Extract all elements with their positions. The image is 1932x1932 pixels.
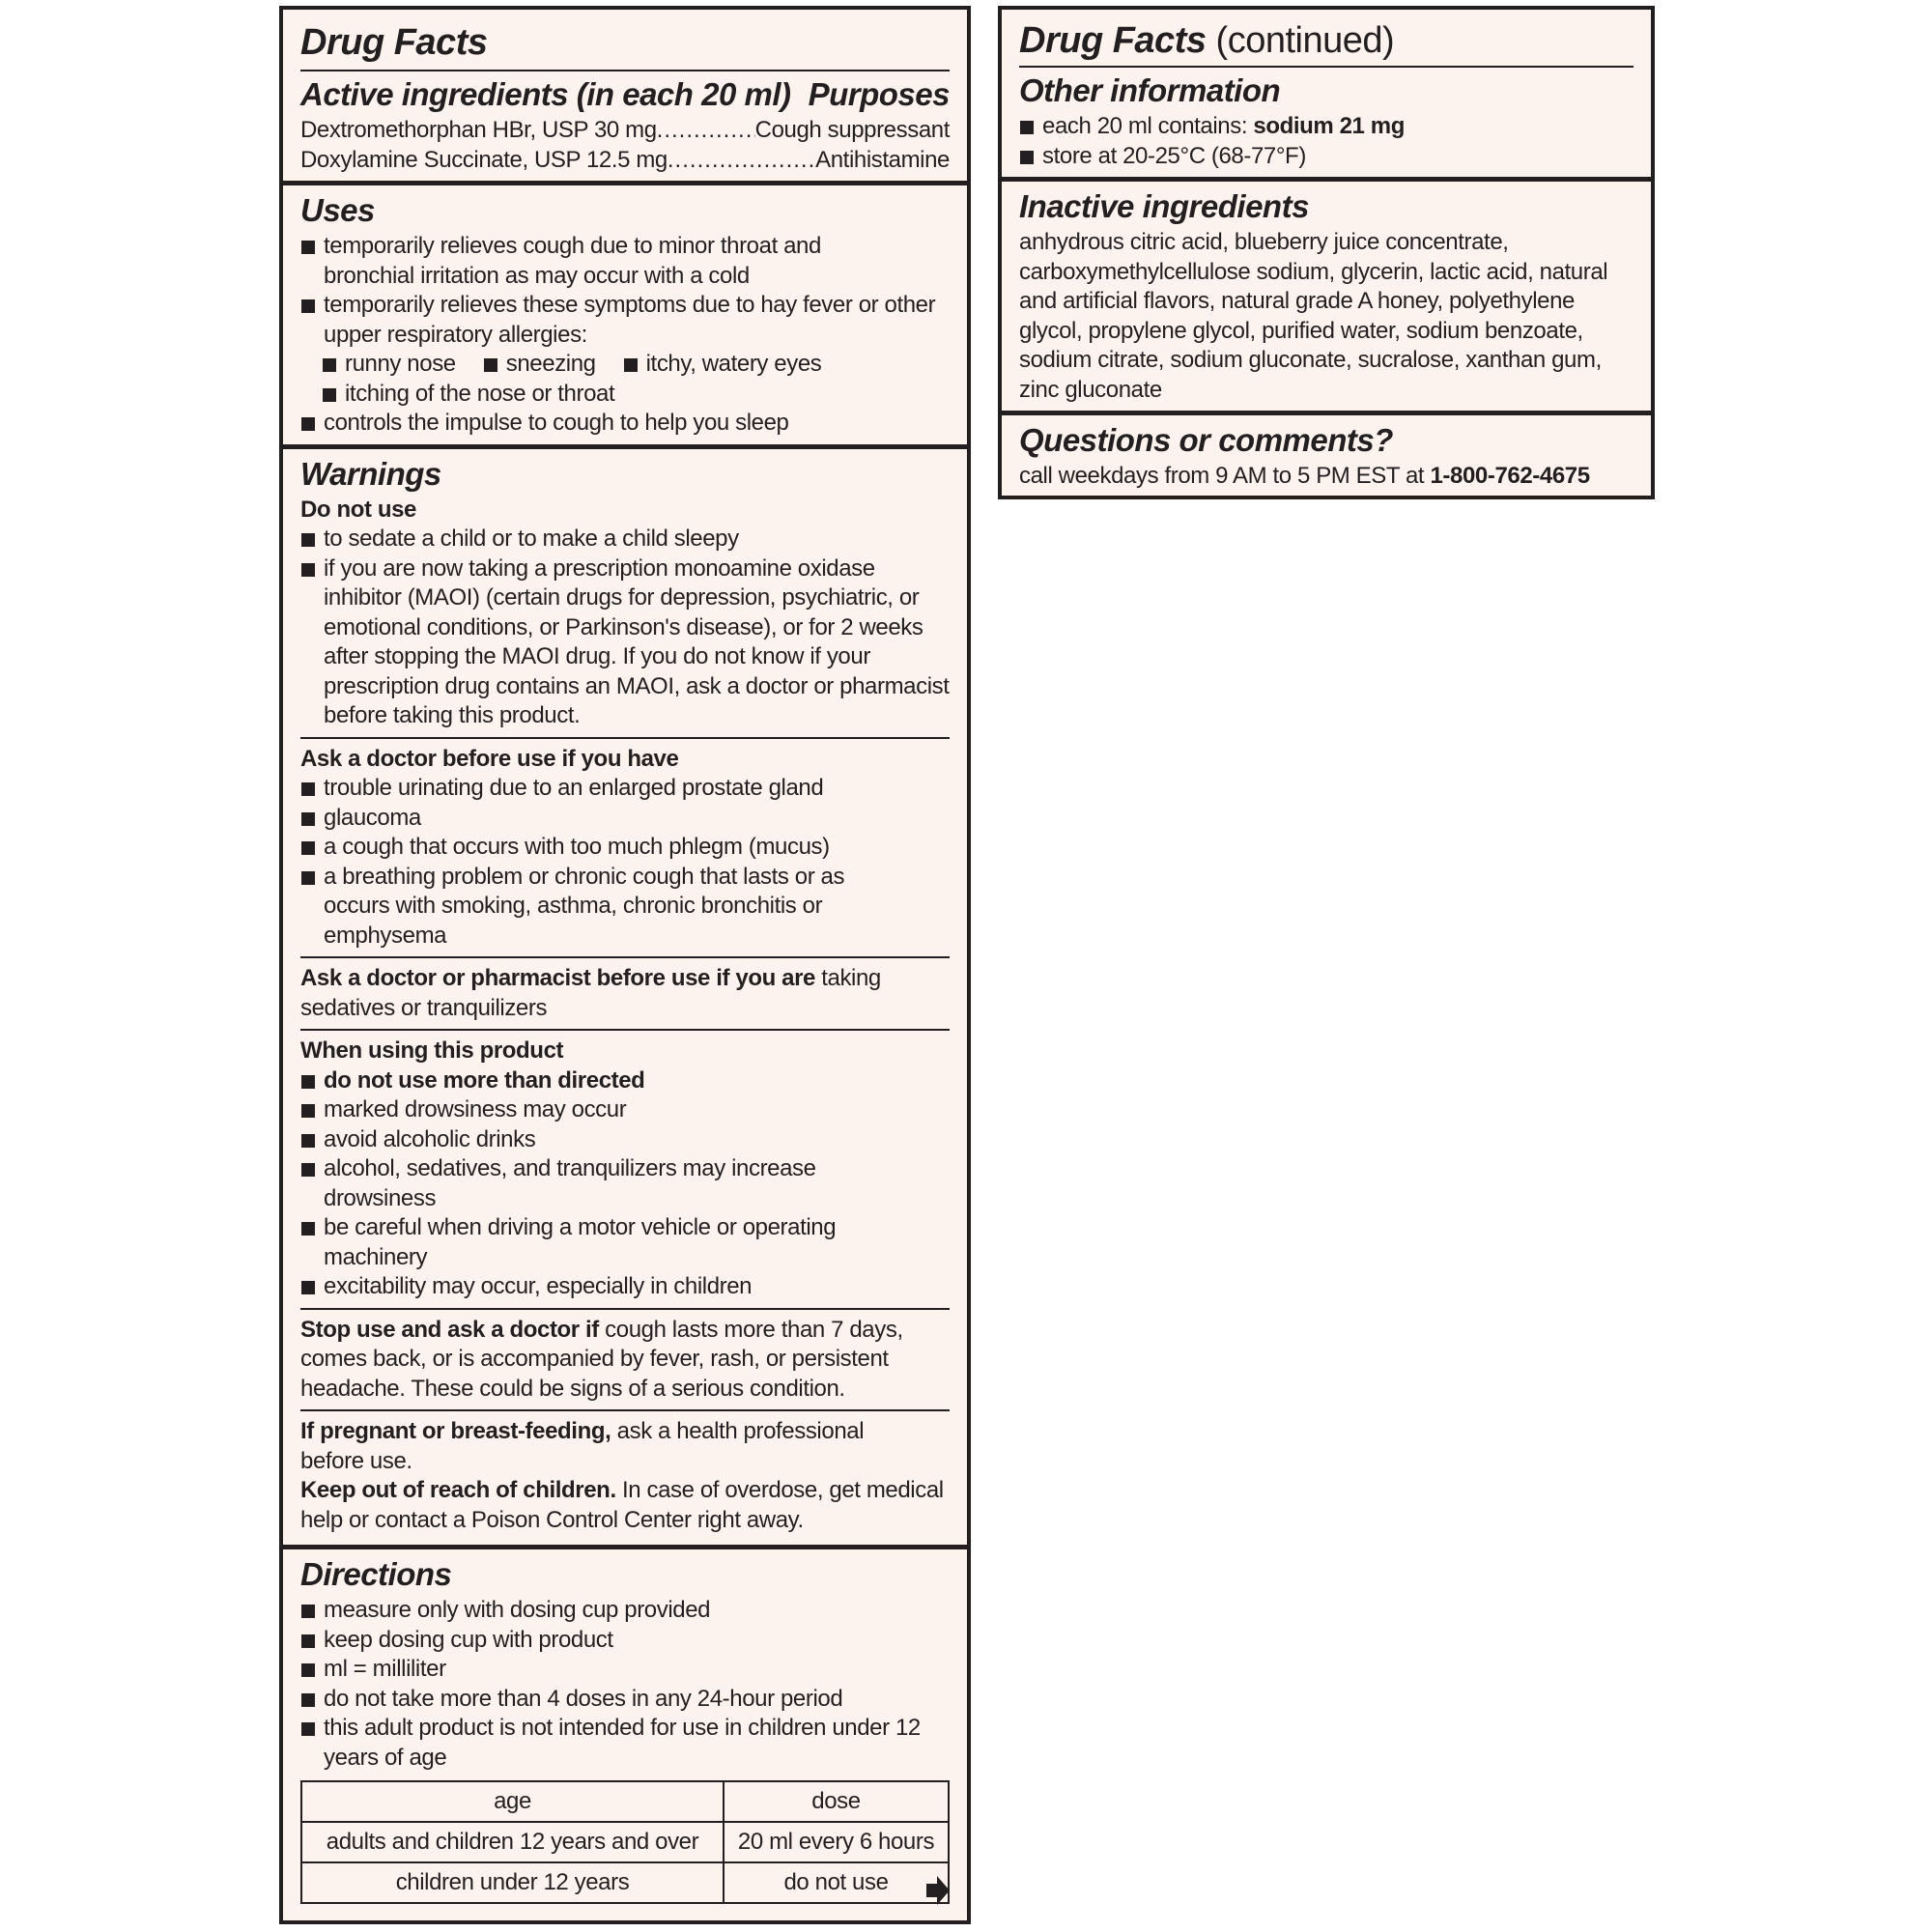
other-information-heading: Other information [1019, 72, 1281, 108]
list-item: keep dosing cup with product [300, 1626, 950, 1656]
do-not-use-block [300, 496, 950, 737]
stop-use-block [300, 1308, 950, 1410]
list-item: be careful when driving a motor vehicle or operating machinery [300, 1213, 913, 1272]
ask-pharmacist-label: Ask a doctor or pharmacist before use if you are [300, 965, 815, 991]
symptom-list [300, 350, 950, 380]
ingredient-row [300, 116, 950, 146]
keep-out-label: Keep out of reach of children. [300, 1477, 616, 1503]
list-item: controls the impulse to cough to help you sleep [300, 409, 950, 439]
ingredient-purpose: Cough suppressant [754, 117, 950, 143]
list-item: do not use more than directed [300, 1066, 950, 1096]
table-cell: 20 ml every 6 hours [724, 1822, 949, 1862]
phone-number: 1-800-762-4675 [1430, 463, 1590, 489]
list-item: measure only with dosing cup provided [300, 1596, 950, 1626]
do-not-use-label: Do not use [300, 496, 416, 523]
list-item: alcohol, sedatives, and tranquilizers may increase drowsiness [300, 1154, 903, 1213]
list-item: excitability may occur, especially in children [300, 1272, 950, 1302]
sodium-amount: sodium 21 mg [1253, 113, 1405, 139]
list-item: temporarily relieves these symptoms due to hay fever or other upper respiratory allergies: [300, 291, 942, 350]
ingredient-row [300, 146, 950, 176]
uses-heading: Uses [300, 192, 375, 228]
inactive-ingredients-text: anhydrous citric acid, blueberry juice concentrate, carboxymethylcellulose sodium, glycerin, lactic acid, natural and artificial flavors, natural grade A honey, polyethylene glycol, propylene glycol, purified water, sodium benzoate, sodium citrate, sodium gluconate, sucralose, xanthan gum, zinc gluconate [1019, 229, 1608, 403]
stop-use-text: cough lasts more than 7 days, comes back, or is accompanied by fever, rash, or persistent headache. These could be signs of a serious condition. [300, 1316, 903, 1402]
right-arrow-icon [926, 1876, 950, 1905]
list-item: store at 20-25°C (68-77°F) [1019, 142, 1634, 172]
drug-facts-continued-title: Drug Facts [1019, 20, 1207, 61]
drug-facts-continued-panel [998, 6, 1655, 499]
dosage-table [300, 1780, 950, 1904]
list-item: do not take more than 4 doses in any 24-hour period [300, 1685, 950, 1715]
stop-use-label: Stop use and ask a doctor if [300, 1316, 599, 1343]
list-item: itchy, watery eyes [623, 350, 822, 380]
table-header-row [301, 1781, 949, 1822]
questions-heading: Questions or comments? [1019, 422, 1393, 458]
list-item: ml = milliliter [300, 1655, 950, 1685]
ask-doctor-block [300, 737, 950, 957]
directions-heading: Directions [300, 1556, 452, 1592]
inactive-ingredients-heading: Inactive ingredients [1019, 188, 1309, 224]
warnings-section [283, 444, 967, 1546]
active-ingredients-section [283, 10, 967, 181]
table-cell: children under 12 years [301, 1862, 724, 1903]
list-item: sneezing [483, 350, 596, 380]
questions-text: call weekdays from 9 AM to 5 PM EST at [1019, 463, 1431, 489]
list-item: marked drowsiness may occur [300, 1095, 950, 1125]
table-cell: do not use [724, 1862, 949, 1903]
pregnant-label: If pregnant or breast-feeding, [300, 1418, 611, 1444]
purposes-heading: Purposes [808, 76, 950, 112]
table-row [301, 1862, 949, 1903]
drug-facts-title: Drug Facts [300, 19, 950, 71]
ingredient-name: Doxylamine Succinate, USP 12.5 mg [300, 146, 668, 173]
drug-facts-panel [279, 6, 971, 1924]
ingredient-name: Dextromethorphan HBr, USP 30 mg [300, 117, 657, 143]
inactive-ingredients-section [1002, 177, 1651, 411]
ingredient-purpose: Antihistamine [815, 146, 950, 173]
list-item: glaucoma [300, 804, 950, 834]
list-item: if you are now taking a prescription monoamine oxidase inhibitor (MAOI) (certain drugs for depression, psychiatric, or emotional conditions, or Parkinson's disease), or for 2 weeks after stopping the MAOI drug. If you do not know if your prescription drug contains an MAOI, ask a doctor or pharmacist before taking this product. [300, 554, 950, 731]
keep-out-text: In case of overdose, get medical help or contact a Poison Control Center right away. [300, 1477, 944, 1533]
uses-section [283, 181, 967, 444]
list-item: itching of the nose or throat [322, 380, 950, 410]
list-item: trouble urinating due to an enlarged prostate gland [300, 774, 950, 804]
table-header-cell: age [301, 1781, 724, 1822]
table-header-cell: dose [724, 1781, 949, 1822]
warnings-heading: Warnings [300, 455, 441, 492]
table-cell: adults and children 12 years and over [301, 1822, 724, 1862]
list-item: avoid alcoholic drinks [300, 1125, 950, 1155]
ask-pharmacist-block [300, 956, 950, 1029]
other-information-section [1002, 10, 1651, 177]
table-row [301, 1822, 949, 1862]
list-item: a cough that occurs with too much phlegm (mucus) [300, 833, 950, 863]
ask-doctor-label: Ask a doctor before use if you have [300, 745, 679, 772]
ask-pharmacist-text: taking sedatives or tranquilizers [300, 965, 881, 1021]
directions-section [283, 1545, 967, 1904]
when-using-label: When using this product [300, 1037, 564, 1064]
continued-label: (continued) [1206, 20, 1395, 61]
sodium-text: each 20 ml contains: [1042, 113, 1254, 139]
pregnant-text: ask a health professional before use. [300, 1418, 865, 1474]
list-item: this adult product is not intended for use in children under 12 years of age [300, 1714, 950, 1773]
active-ingredients-heading: Active ingredients (in each 20 ml) [300, 76, 791, 112]
list-item [1019, 112, 1634, 142]
list-item: runny nose [322, 350, 456, 380]
questions-section [1002, 411, 1651, 497]
pregnancy-block [300, 1409, 950, 1541]
when-using-block [300, 1029, 950, 1308]
list-item: temporarily relieves cough due to minor throat and bronchial irritation as may occur with a cold [300, 232, 903, 291]
list-item: a breathing problem or chronic cough that lasts or as occurs with smoking, asthma, chronic bronchitis or emphysema [300, 863, 903, 952]
list-item: to sedate a child or to make a child sleepy [300, 525, 950, 554]
